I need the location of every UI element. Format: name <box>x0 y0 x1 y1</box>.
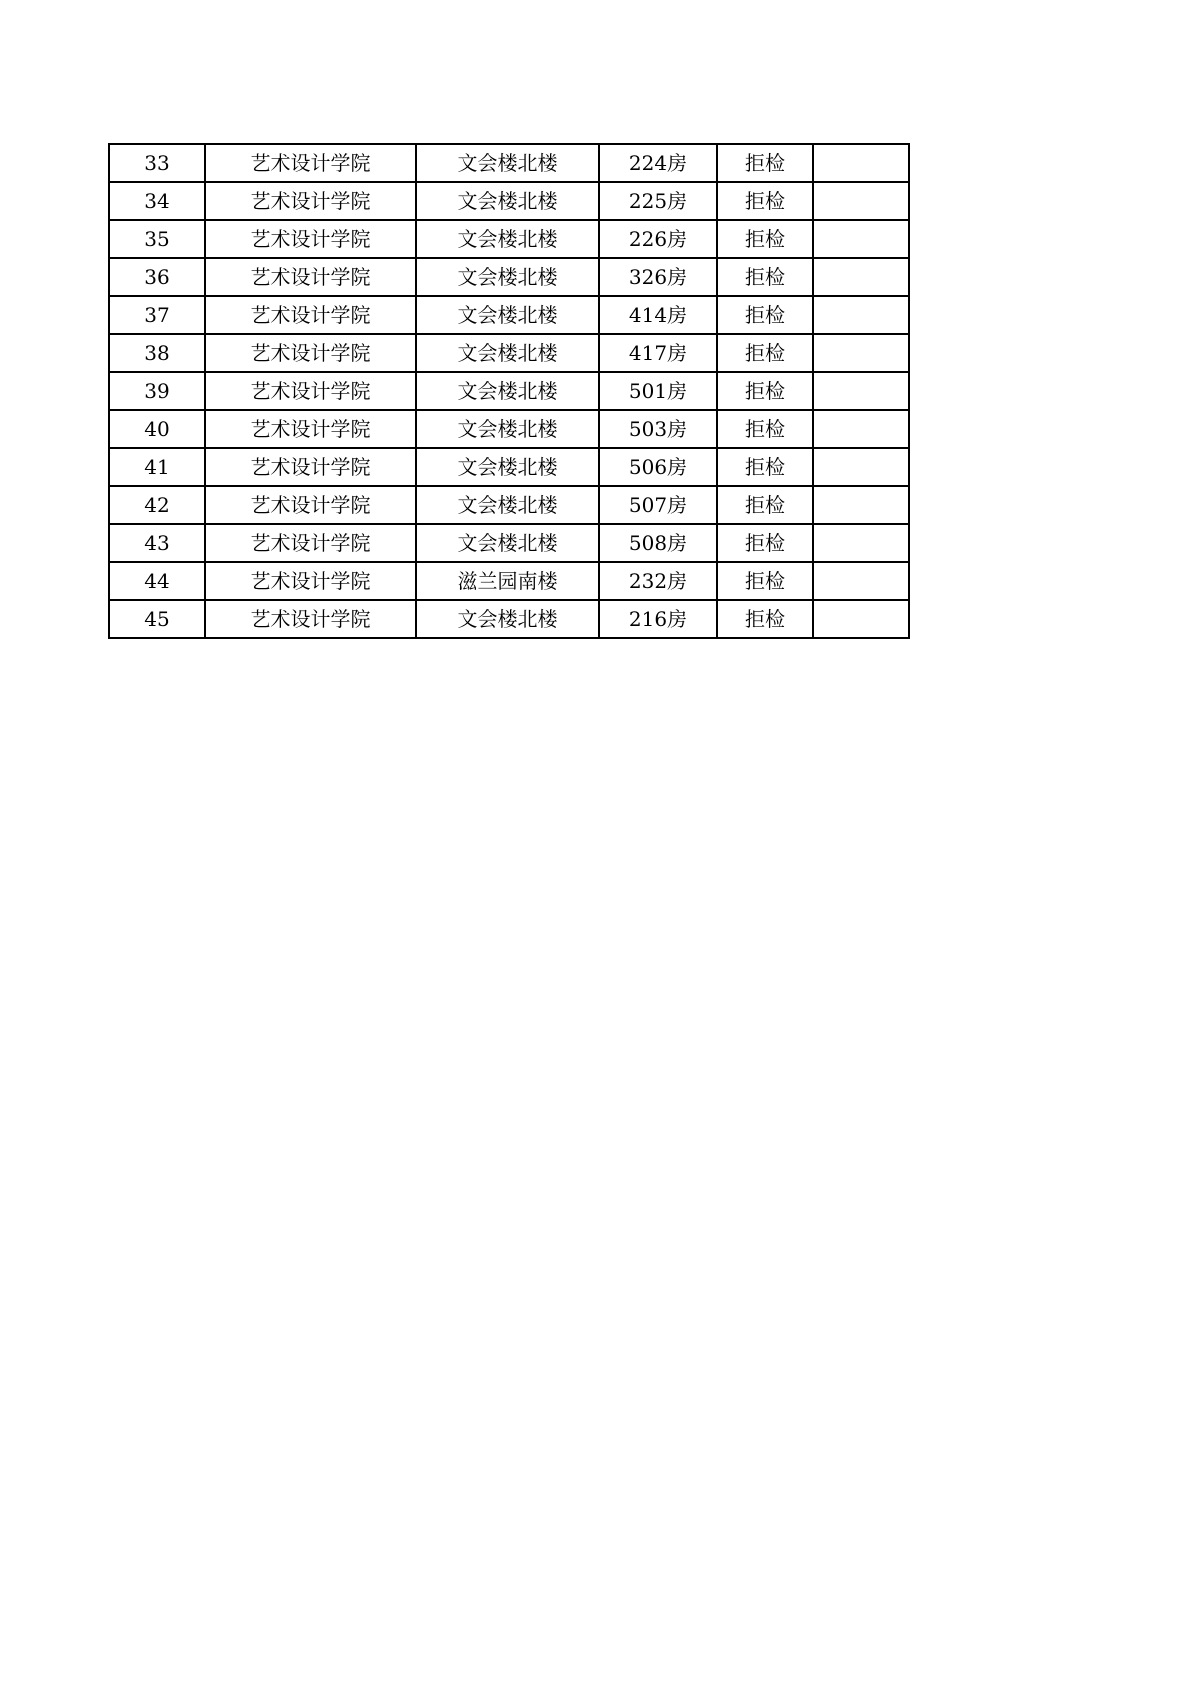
result-cell: 拒检 <box>717 486 813 524</box>
table-row <box>109 562 909 600</box>
room-cell: 326房 <box>599 258 717 296</box>
table-row <box>109 220 909 258</box>
building-cell: 文会楼北楼 <box>416 410 599 448</box>
building-cell: 文会楼北楼 <box>416 220 599 258</box>
table-row <box>109 296 909 334</box>
remark-cell <box>813 334 909 372</box>
remark-cell <box>813 296 909 334</box>
room-cell: 503房 <box>599 410 717 448</box>
building-cell: 文会楼北楼 <box>416 372 599 410</box>
remark-cell <box>813 562 909 600</box>
college-cell: 艺术设计学院 <box>205 372 416 410</box>
building-cell: 文会楼北楼 <box>416 448 599 486</box>
result-cell: 拒检 <box>717 144 813 182</box>
college-cell: 艺术设计学院 <box>205 296 416 334</box>
result-cell: 拒检 <box>717 524 813 562</box>
room-cell: 507房 <box>599 486 717 524</box>
room-cell: 232房 <box>599 562 717 600</box>
row-number-cell: 45 <box>109 600 205 638</box>
building-cell: 文会楼北楼 <box>416 600 599 638</box>
college-cell: 艺术设计学院 <box>205 220 416 258</box>
college-cell: 艺术设计学院 <box>205 600 416 638</box>
table-row <box>109 600 909 638</box>
room-cell: 414房 <box>599 296 717 334</box>
building-cell: 文会楼北楼 <box>416 182 599 220</box>
room-cell: 508房 <box>599 524 717 562</box>
result-cell: 拒检 <box>717 372 813 410</box>
remark-cell <box>813 182 909 220</box>
table-row <box>109 486 909 524</box>
table-row <box>109 524 909 562</box>
row-number-cell: 39 <box>109 372 205 410</box>
row-number-cell: 43 <box>109 524 205 562</box>
remark-cell <box>813 448 909 486</box>
room-cell: 501房 <box>599 372 717 410</box>
table-row <box>109 448 909 486</box>
result-cell: 拒检 <box>717 220 813 258</box>
result-cell: 拒检 <box>717 410 813 448</box>
row-number-cell: 37 <box>109 296 205 334</box>
table-row <box>109 410 909 448</box>
remark-cell <box>813 220 909 258</box>
remark-cell <box>813 486 909 524</box>
row-number-cell: 38 <box>109 334 205 372</box>
room-cell: 216房 <box>599 600 717 638</box>
building-cell: 文会楼北楼 <box>416 258 599 296</box>
row-number-cell: 41 <box>109 448 205 486</box>
result-cell: 拒检 <box>717 600 813 638</box>
college-cell: 艺术设计学院 <box>205 486 416 524</box>
room-cell: 226房 <box>599 220 717 258</box>
row-number-cell: 42 <box>109 486 205 524</box>
table-row <box>109 372 909 410</box>
row-number-cell: 40 <box>109 410 205 448</box>
result-cell: 拒检 <box>717 334 813 372</box>
room-cell: 224房 <box>599 144 717 182</box>
college-cell: 艺术设计学院 <box>205 144 416 182</box>
table-row <box>109 182 909 220</box>
table-row <box>109 258 909 296</box>
result-cell: 拒检 <box>717 448 813 486</box>
remark-cell <box>813 372 909 410</box>
college-cell: 艺术设计学院 <box>205 334 416 372</box>
row-number-cell: 35 <box>109 220 205 258</box>
table-row <box>109 334 909 372</box>
room-cell: 417房 <box>599 334 717 372</box>
college-cell: 艺术设计学院 <box>205 182 416 220</box>
college-cell: 艺术设计学院 <box>205 524 416 562</box>
remark-cell <box>813 524 909 562</box>
row-number-cell: 34 <box>109 182 205 220</box>
college-cell: 艺术设计学院 <box>205 562 416 600</box>
building-cell: 文会楼北楼 <box>416 334 599 372</box>
result-cell: 拒检 <box>717 296 813 334</box>
table-row <box>109 144 909 182</box>
row-number-cell: 36 <box>109 258 205 296</box>
remark-cell <box>813 258 909 296</box>
college-cell: 艺术设计学院 <box>205 410 416 448</box>
table-body <box>109 144 909 638</box>
building-cell: 滋兰园南楼 <box>416 562 599 600</box>
inspection-table <box>108 143 910 639</box>
building-cell: 文会楼北楼 <box>416 486 599 524</box>
row-number-cell: 44 <box>109 562 205 600</box>
row-number-cell: 33 <box>109 144 205 182</box>
building-cell: 文会楼北楼 <box>416 296 599 334</box>
result-cell: 拒检 <box>717 182 813 220</box>
remark-cell <box>813 600 909 638</box>
remark-cell <box>813 410 909 448</box>
college-cell: 艺术设计学院 <box>205 448 416 486</box>
room-cell: 506房 <box>599 448 717 486</box>
result-cell: 拒检 <box>717 562 813 600</box>
college-cell: 艺术设计学院 <box>205 258 416 296</box>
room-cell: 225房 <box>599 182 717 220</box>
building-cell: 文会楼北楼 <box>416 144 599 182</box>
building-cell: 文会楼北楼 <box>416 524 599 562</box>
remark-cell <box>813 144 909 182</box>
result-cell: 拒检 <box>717 258 813 296</box>
